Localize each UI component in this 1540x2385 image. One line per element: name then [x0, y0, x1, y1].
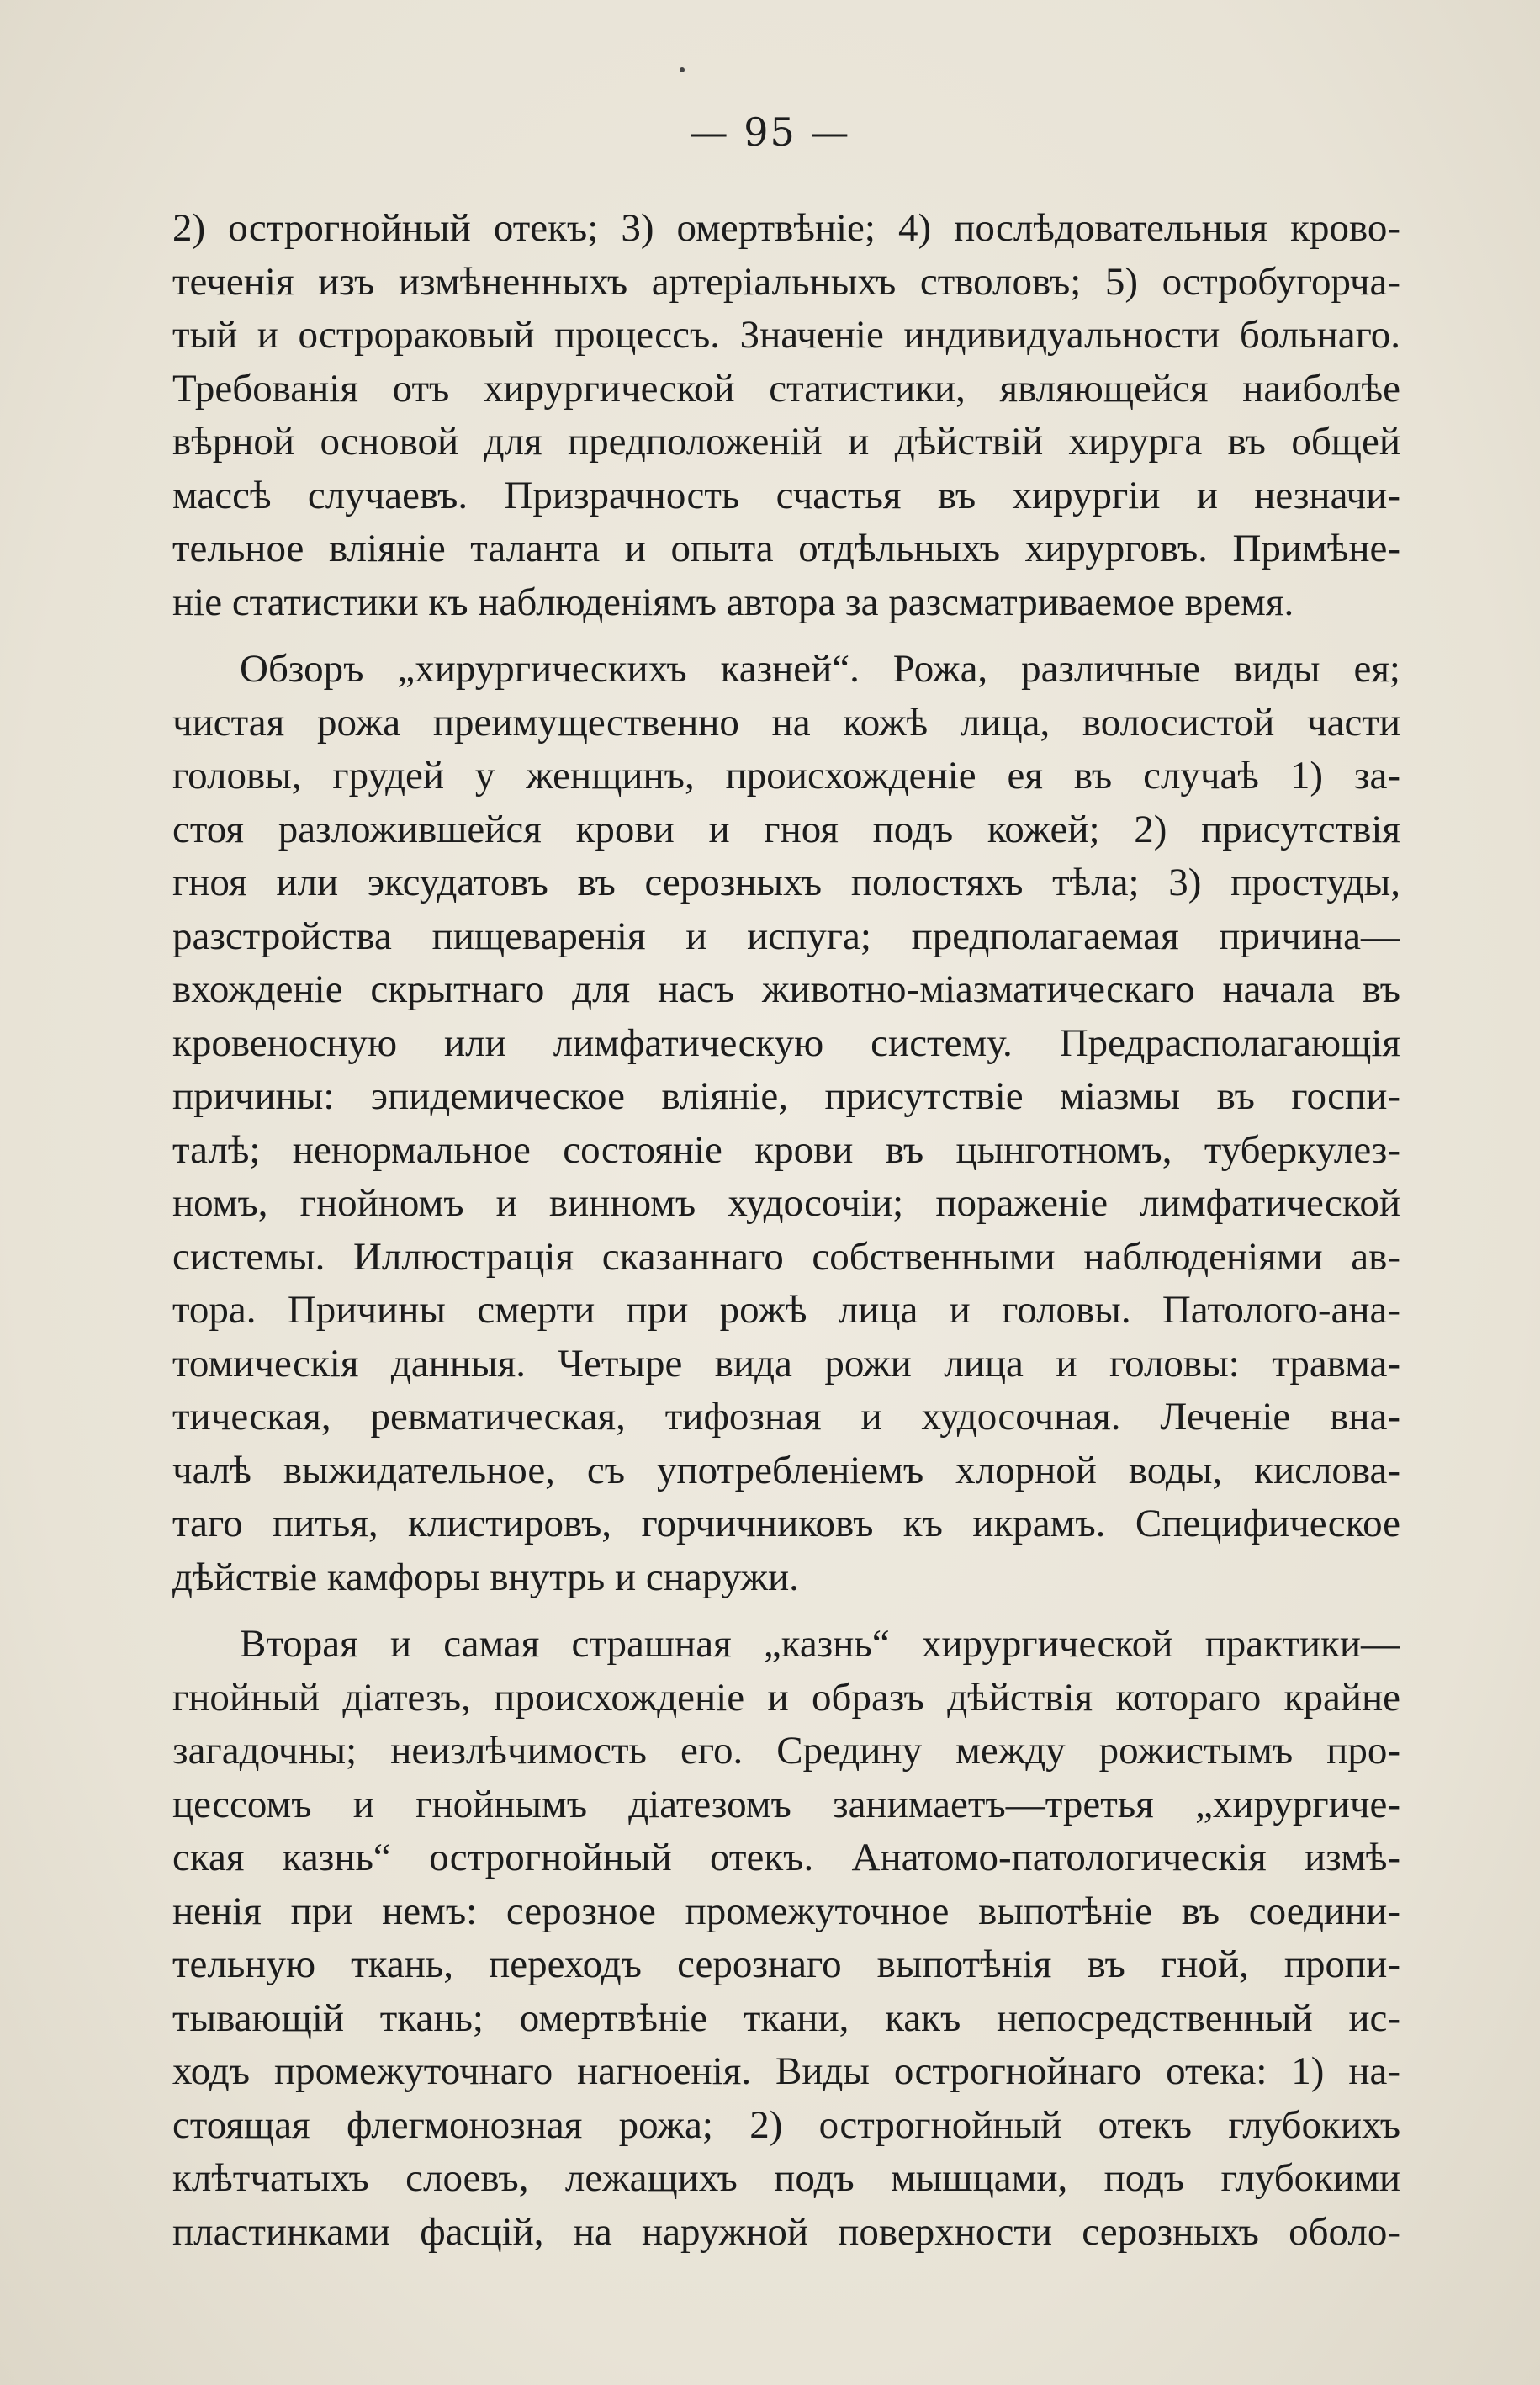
text-line: Вторая и самая страшная „казнь“ хирургической практики—	[240, 1622, 1400, 1666]
text-line: тельное вліяніе таланта и опыта отдѣльныхъ хирурговъ. Примѣне-	[172, 527, 1400, 570]
text-line: тора. Причины смерти при рожѣ лица и головы. Патолого-ана-	[172, 1288, 1400, 1332]
text-line: головы, грудей у женщинъ, происхожденіе ея въ случаѣ 1) за-	[172, 754, 1400, 798]
page-number-header: — 95 —	[689, 109, 851, 155]
paragraph-purulent-diathesis	[172, 1618, 1400, 2259]
text-line: ніе статистики къ наблюденіямъ автора за разсматриваемое время.	[172, 580, 1294, 624]
text-line: системы. Иллюстрація сказаннаго собственными наблюденіями ав-	[172, 1234, 1400, 1279]
paragraph-summary-1	[172, 202, 1400, 629]
text-line: томическія данныя. Четыре вида рожи лица и головы: травма-	[172, 1341, 1400, 1386]
text-line: вѣрной основой для предположеній и дѣйствій хирурга въ общей	[172, 420, 1400, 464]
text-line: причины: эпидемическое вліяніе, присутствіе міазмы въ госпи-	[172, 1074, 1400, 1118]
text-line: вхожденіе скрытнаго для насъ животно-міазматическаго начала въ	[172, 967, 1400, 1011]
text-line: стоящая флегмонозная рожа; 2) острогнойный отекъ глубокихъ	[172, 2102, 1400, 2147]
text-line: Требованія отъ хирургической статистики, являющейся наиболѣе	[172, 366, 1400, 411]
text-line: таго питья, клистировъ, горчичниковъ къ икрамъ. Специфическое	[172, 1502, 1400, 1545]
text-line: кровеносную или лимфатическую систему. Предрасполагающія	[172, 1020, 1400, 1065]
text-line: клѣтчатыхъ слоевъ, лежащихъ подъ мышцами, подъ глубокими	[172, 2156, 1400, 2200]
text-line: 2) острогнойный отекъ; 3) омертвѣніе; 4) послѣдовательныя крово-	[172, 206, 1400, 250]
text-line: чалѣ выжидательное, съ употребленіемъ хлорной воды, кислова-	[172, 1448, 1400, 1492]
text-line: стоя разложившейся крови и гноя подъ кожей; 2) присутствія	[172, 807, 1400, 851]
text-line: ская казнь“ острогнойный отекъ. Анатомо-патологическія измѣ-	[172, 1836, 1400, 1879]
text-line: ненія при немъ: серозное промежуточное выпотѣніе въ соедини-	[172, 1889, 1400, 1933]
text-line: тывающій ткань; омертвѣніе ткани, какъ непосредственный ис-	[172, 1995, 1400, 2040]
text-line: цессомъ и гнойнымъ діатезомъ занимаетъ—третья „хирургиче-	[172, 1782, 1400, 1826]
ink-speck	[680, 67, 685, 72]
text-line: тическая, ревматическая, тифозная и худосочная. Леченіе вна-	[172, 1395, 1400, 1439]
text-line: талѣ; ненормальное состояніе крови въ цынготномъ, туберкулез-	[172, 1127, 1400, 1172]
text-line: гноя или эксудатовъ въ серозныхъ полостяхъ тѣла; 3) простуды,	[172, 861, 1400, 904]
text-line: пластинками фасцій, на наружной поверхности серозныхъ оболо-	[172, 2209, 1400, 2254]
text-line: массѣ случаевъ. Призрачность счастья въ хирургіи и незначи-	[172, 473, 1400, 517]
text-line: разстройства пищеваренія и испуга; предполагаемая причина—	[172, 914, 1400, 958]
text-line: дѣйствіе камфоры внутрь и снаружи.	[172, 1555, 799, 1599]
text-line: тельную ткань, переходъ серознаго выпотѣнія въ гной, пропи-	[172, 1942, 1400, 1986]
text-line: Обзоръ „хирургическихъ казней“. Рожа, различные виды ея;	[240, 647, 1400, 691]
body-text	[172, 202, 1400, 2259]
text-line: гнойный діатезъ, происхожденіе и образъ дѣйствія котораго крайне	[172, 1675, 1400, 1720]
paragraph-surgical-executions	[172, 643, 1400, 1604]
text-line: номъ, гнойномъ и винномъ худосочіи; пораженіе лимфатической	[172, 1181, 1400, 1225]
text-line: ходъ промежуточнаго нагноенія. Виды острогнойнаго отека: 1) на-	[172, 2049, 1400, 2093]
text-line: загадочны; неизлѣчимость его. Средину между рожистымъ про-	[172, 1729, 1400, 1773]
text-line: тый и острораковый процессъ. Значеніе индивидуальности больнаго.	[172, 313, 1400, 357]
text-line: теченія изъ измѣненныхъ артеріальныхъ стволовъ; 5) остробугорча-	[172, 259, 1400, 304]
text-line: чистая рожа преимущественно на кожѣ лица, волосистой части	[172, 700, 1400, 745]
